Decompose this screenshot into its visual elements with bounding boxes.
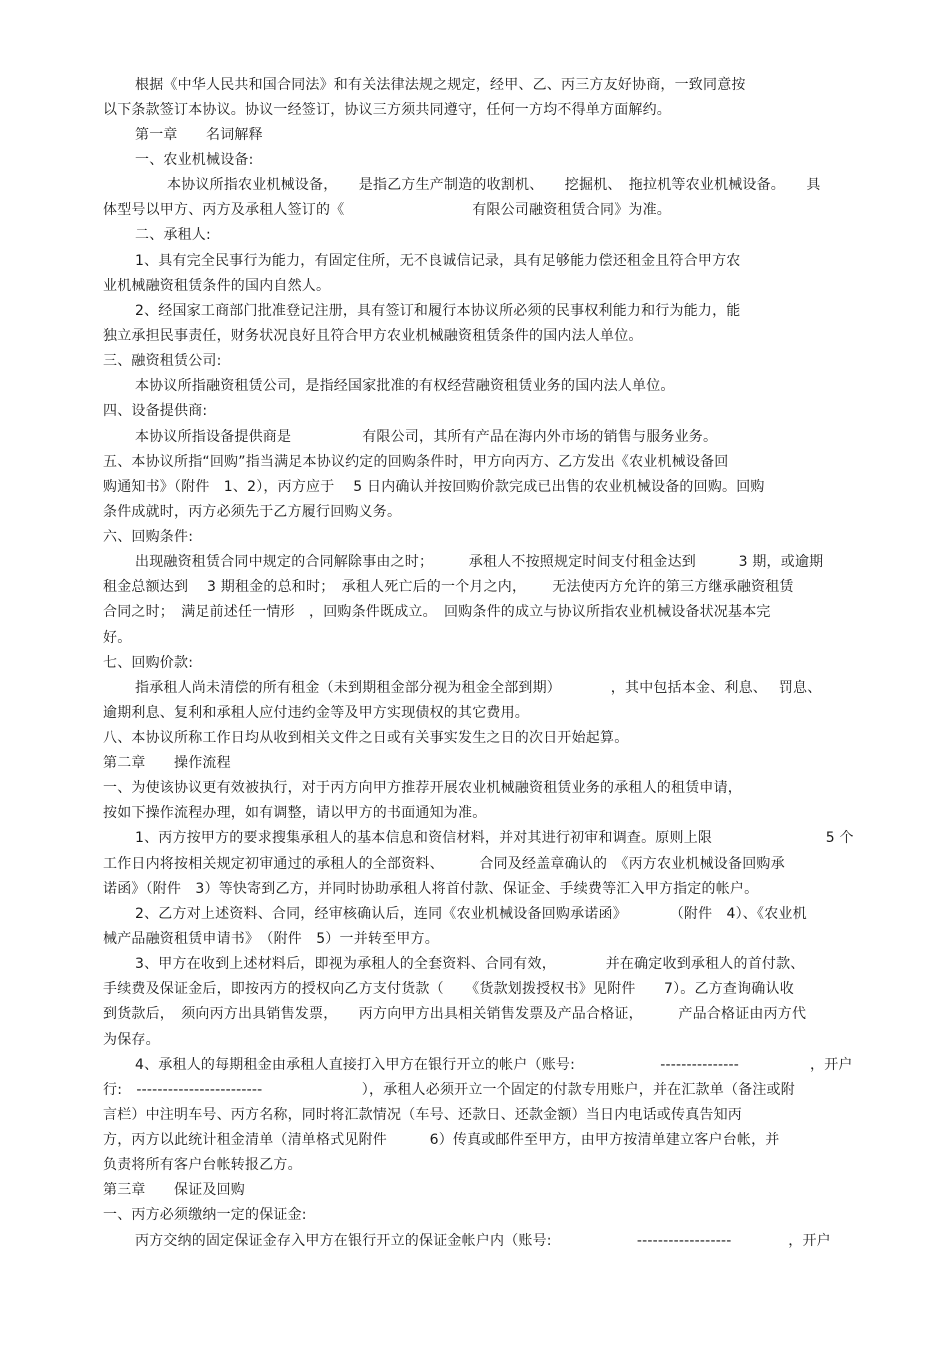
text-line: 指承租人尚未清偿的所有租金（未到期租金部分视为租金全部到期） ，其中包括本金、利息、 罚息、 xyxy=(135,680,822,696)
text-line: 到货款后， 须向丙方出具销售发票， 丙方向甲方出具相关销售发票及产品合格证， 产品合格证由丙方代 xyxy=(103,1006,807,1022)
text-line: 租金总额达到 3 期租金的总和时； 承租人死亡后的一个月之内， 无法使丙方允许的第三方继承融资租赁 xyxy=(103,579,794,595)
text-line: 体型号以甲方、丙方及承租人签订的《 有限公司融资租赁合同》为准。 xyxy=(103,202,671,218)
text-line: 独立承担民事责任，财务状况良好且符合甲方农业机械融资租赁条件的国内法人单位。 xyxy=(103,328,643,344)
text-line: 工作日内将按相关规定初审通过的承租人的全部资料、 合同及经盖章确认的 《丙方农业机械设备回购承 xyxy=(103,856,785,872)
text-line: 为保存。 xyxy=(103,1032,160,1048)
section-heading: 二、承租人: xyxy=(135,227,211,243)
chapter-heading: 第二章 操作流程 xyxy=(103,755,231,771)
text-line: 合同之时； 满足前述任一情形 ，回购条件既成立。 回购条件的成立与协议所指农业机械设备状况基本完 xyxy=(103,604,771,620)
text-line: 2、经国家工商部门批准登记注册，具有签订和履行本协议所必须的民事权利能力和行为能力，能 xyxy=(135,303,741,319)
section-heading: 六、回购条件: xyxy=(103,529,194,545)
text-line: 行: ------------------------ ），承租人必须开立一个固定的付款专用账户，并在汇款单（备注或附 xyxy=(103,1082,795,1098)
text-line: 1、具有完全民事行为能力，有固定住所，无不良诚信记录，具有足够能力偿还租金且符合甲方农 xyxy=(135,253,741,269)
text-line: 丙方交纳的固定保证金存入甲方在银行开立的保证金帐户内（账号: ------------------ ，开户 xyxy=(135,1233,831,1249)
text-line: 五、本协议所指“回购”指当满足本协议约定的回购条件时，甲方向丙方、乙方发出《农业机械设备回 xyxy=(103,454,729,470)
text-line: 本协议所指设备提供商是 有限公司，其所有产品在海内外市场的销售与服务业务。 xyxy=(135,429,718,445)
text-line: 方，丙方以此统计租金清单（清单格式见附件 6）传真或邮件至甲方，由甲方按清单建立客户台帐，并 xyxy=(103,1132,780,1148)
text-line: 出现融资租赁合同中规定的合同解除事由之时； 承租人不按照规定时间支付租金达到 3 期，或逾期 xyxy=(135,554,824,570)
text-line: 本协议所指融资租赁公司，是指经国家批准的有权经营融资租赁业务的国内法人单位。 xyxy=(135,378,675,394)
text-line: 逾期利息、复利和承租人应付违约金等及甲方实现债权的其它费用。 xyxy=(103,705,529,721)
text-line: 手续费及保证金后，即按丙方的授权向乙方支付货款（ 《货款划拨授权书》见附件 7）。乙方查询确认收 xyxy=(103,981,794,997)
text-line: 好。 xyxy=(103,630,132,646)
section-heading: 四、设备提供商: xyxy=(103,403,208,419)
section-heading: 一、丙方必须缴纳一定的保证金: xyxy=(103,1207,307,1223)
text-line: 业机械融资租赁条件的国内自然人。 xyxy=(103,278,331,294)
text-line: 一、为使该协议更有效被执行，对于丙方向甲方推荐开展农业机械融资租赁业务的承租人的租赁申请， xyxy=(103,780,742,796)
text-line: 械产品融资租赁申请书》 （附件 5）一并转至甲方。 xyxy=(103,931,439,947)
text-line: 以下条款签订本协议。协议一经签订，协议三方须共同遵守，任何一方均不得单方面解约。 xyxy=(103,102,671,118)
text-line: 3、甲方在收到上述材料后，即视为承租人的全套资料、合同有效， 并在确定收到承租人的首付款、 xyxy=(135,956,805,972)
chapter-heading: 第三章 保证及回购 xyxy=(103,1182,245,1198)
section-heading: 七、回购价款: xyxy=(103,655,194,671)
text-line: 4、承租人的每期租金由承租人直接打入甲方在银行开立的帐户（账号: --------------- ，开户 xyxy=(135,1057,853,1073)
text-line: 诺函》（附件 3）等快寄到乙方，并同时协助承租人将首付款、保证金、手续费等汇入甲方指定的帐户。 xyxy=(103,881,759,897)
text-line: 八、本协议所称工作日均从收到相关文件之日或有关事实发生之日的次日开始起算。 xyxy=(103,730,629,746)
text-line: 根据《中华人民共和国合同法》和有关法律法规之规定，经甲、乙、丙三方友好协商，一致同意按 xyxy=(135,77,746,93)
text-line: 言栏）中注明车号、丙方名称，同时将汇款情况（车号、还款日、还款金额）当日内电话或传真告知丙 xyxy=(103,1107,742,1123)
chapter-heading: 第一章 名词解释 xyxy=(135,127,263,143)
text-line: 按如下操作流程办理，如有调整，请以甲方的书面通知为准。 xyxy=(103,805,487,821)
section-heading: 三、融资租赁公司: xyxy=(103,353,222,369)
text-line: 1、丙方按甲方的要求搜集承租人的基本信息和资信材料，并对其进行初审和调查。原则上限 5 个 xyxy=(135,830,854,846)
text-line: 购通知书》（附件 1、2），丙方应于 5 日内确认并按回购价款完成已出售的农业机械设备的回购。回购 xyxy=(103,479,765,495)
text-line: 负责将所有客户台帐转报乙方。 xyxy=(103,1157,302,1173)
text-line: 2、乙方对上述资料、合同，经审核确认后，连同《农业机械设备回购承诺函》 （附件 4）、《农业机 xyxy=(135,906,807,922)
text-line: 条件成就时，丙方必须先于乙方履行回购义务。 xyxy=(103,504,402,520)
section-heading: 一、农业机械设备: xyxy=(135,152,254,168)
text-line: 本协议所指农业机械设备， 是指乙方生产制造的收割机、 挖掘机、 拖拉机等农业机械设备。 具 xyxy=(167,177,821,193)
